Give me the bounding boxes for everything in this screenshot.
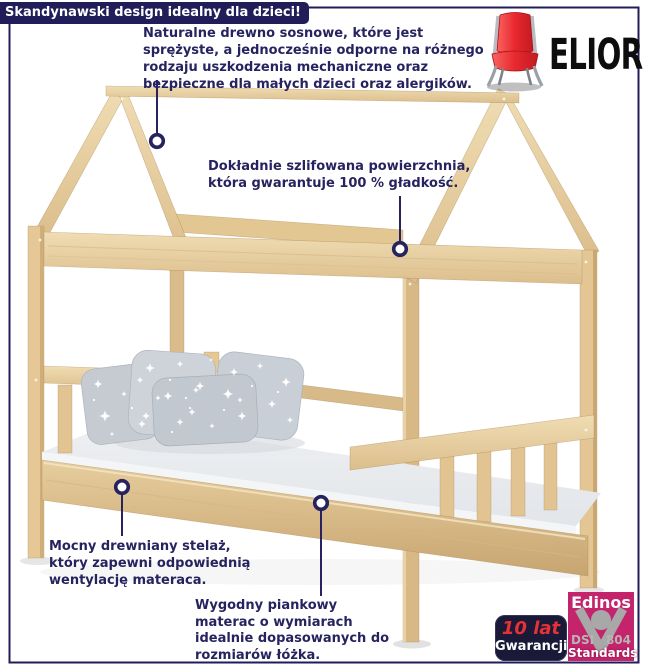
banner [0,2,309,24]
callout-line-text: Wygodny piankowy [195,598,338,613]
standards-badge [568,592,638,661]
brand-name: ELIOR [549,30,643,80]
callout-dot-mattress [315,497,328,510]
callout-line-text: idealnie dopasowanych do [195,631,390,646]
callout-dot-frame [116,481,129,494]
callout-line-text: Naturalne drewno sosnowe, które jest [143,26,424,41]
callout-line-text: wentylację materaca. [49,573,207,588]
callout-dot-wood [151,135,164,148]
banner-text: Skandynawski design idealny dla dzieci! [5,5,301,20]
callout-text-mattress [195,598,389,664]
callout-line-text: Dokładnie szlifowana powierzchnia, [208,159,471,174]
callout-line-text: materac o wymiarach [195,614,353,630]
callout-line-text: która gwarantuje 100 % gładkość. [208,176,459,191]
warranty-years: 10 lat [501,618,561,639]
callout-line-text: rodzaju uszkodzenia mechaniczne oraz [143,60,429,75]
callout-line-text: który zapewni odpowiednią [49,556,251,571]
red-chair-icon [485,8,547,94]
callout-text-surface [208,158,470,192]
standards-bottom: Standards [568,646,638,660]
standards-left: DSI [571,633,595,647]
brand-logo [485,8,643,94]
standards-right: 804 [605,633,631,647]
callout-text-wood [143,25,484,93]
callout-text-frame [49,538,250,589]
callout-line-text: Mocny drewniany stelaż, [49,539,231,554]
pillows [80,349,306,447]
callout-line-text: sprężyste, a jednocześnie odporne na różnego [143,43,484,58]
warranty-label: Gwarancji [495,639,568,654]
callout-dot-surface [394,243,407,256]
warranty-badge [495,615,567,661]
standards-title: Edinos [571,593,631,612]
callout-line-text: rozmiarów łóżka. [195,647,321,663]
callout-line-text: bezpieczne dla małych dzieci oraz alergików. [143,77,472,92]
